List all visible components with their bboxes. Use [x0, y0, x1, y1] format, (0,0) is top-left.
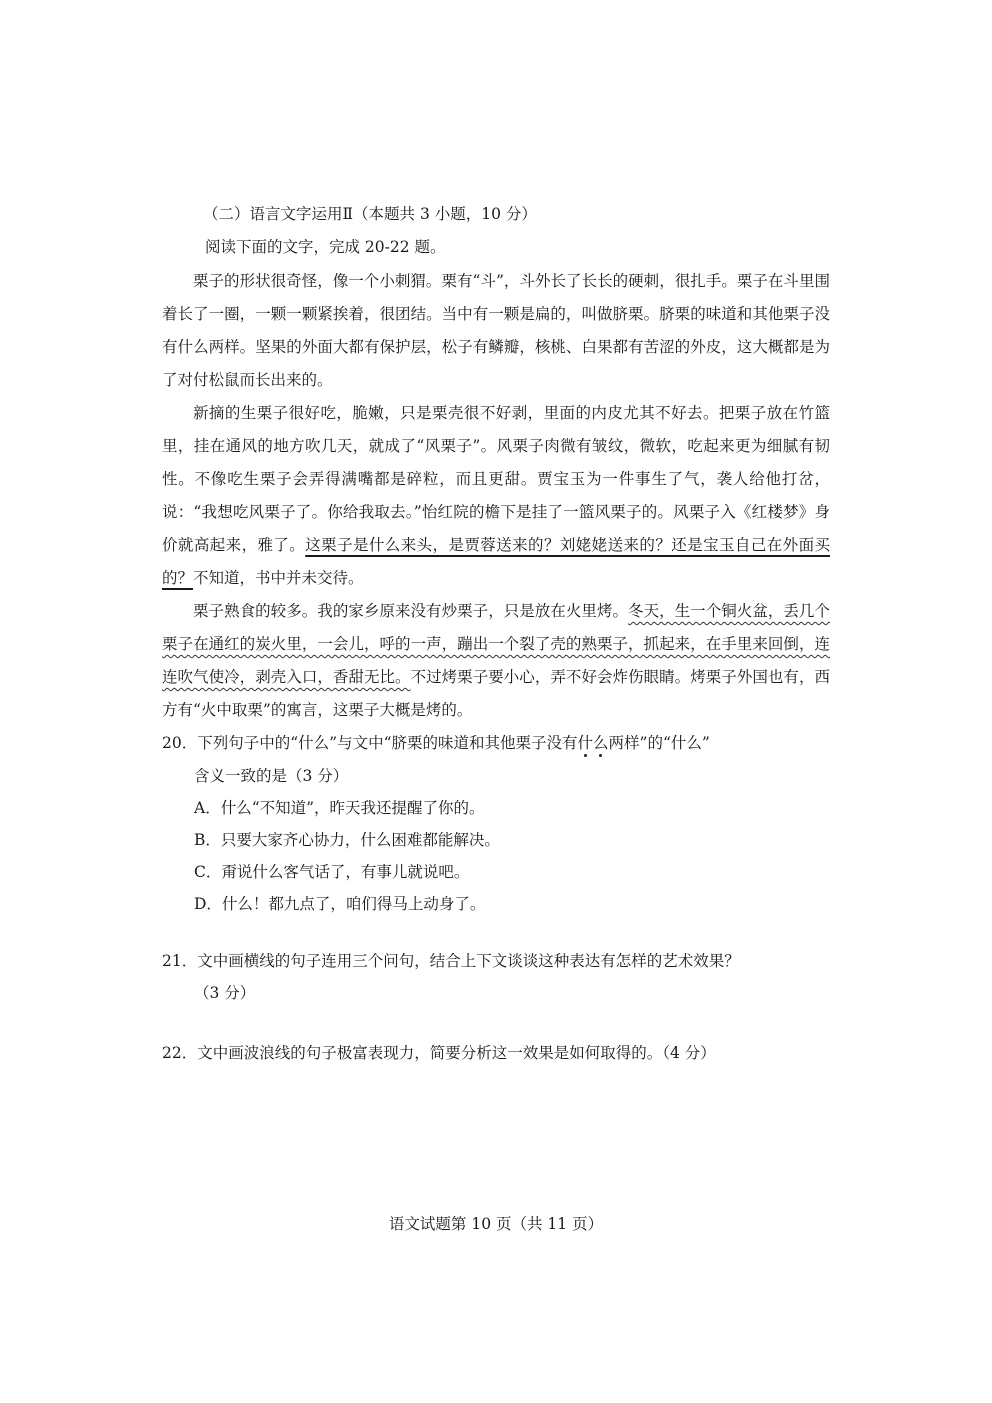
paragraph-2-tail: 不知道，书中并未交待。 — [193, 569, 364, 587]
paragraph-3-tail: 不过烤栗子要小心，弄不好会炸伤眼睛。烤栗子外国也有，西方有“火中取栗”的寓言，这栗子大概是烤的。 — [162, 668, 830, 719]
question-20-stem-line-2: 含义一致的是（3 分） — [194, 767, 349, 785]
reading-instruction: 阅读下面的文字，完成 20-22 题。 — [205, 238, 446, 256]
section-title: （二）语言文字运用Ⅱ（本题共 3 小题，10 分） — [203, 205, 537, 223]
option-c: C．甭说什么客气话了，有事儿就说吧。 — [194, 863, 470, 881]
q20-stem-start: 20．下列句子中的“什么”与文中“脐栗的味道和其他栗子没有 — [162, 734, 578, 752]
wavy-underlined-sentence: 冬天，生一个铜火盆，丢几个栗子在通红的炭火里，一会儿，呼的一声，蹦出一个裂了壳的熟栗子，抓起来，在手里来回倒，连连吹气使冷，剥壳入口，香甜无比。 — [162, 602, 830, 686]
emphasis-dot-char: 什 — [577, 734, 594, 752]
q20-stem-end: 两样”的“什么” — [608, 734, 710, 752]
paragraph-3-text: 栗子熟食的较多。我的家乡原来没有炒栗子，只是放在火里烤。 — [193, 602, 629, 620]
passage-paragraph-2 — [162, 397, 830, 595]
option-d: D．什么！都九点了，咱们得马上动身了。 — [194, 895, 486, 913]
passage-paragraph-1: 栗子的形状很奇怪，像一个小刺猬。栗有“斗”，斗外长了长长的硬刺，很扎手。栗子在斗里围着长了一圈，一颗一颗紧挨着，很团结。当中有一颗是扁的，叫做脐栗。脐栗的味道和其他栗子没有什么两样。坚果的外面大都有保护层，松子有鳞瓣，核桃、白果都有苦涩的外皮，这大概都是为了对付松鼠而长出来的。 — [162, 272, 830, 389]
question-21: 21．文中画横线的句子连用三个问句，结合上下文谈谈这种表达有怎样的艺术效果？ — [162, 952, 740, 970]
passage-paragraph-3 — [162, 595, 830, 727]
question-21-points: （3 分） — [194, 984, 256, 1002]
paragraph-2-text: 新摘的生栗子很好吃，脆嫩，只是栗壳很不好剥，里面的内皮尤其不好去。把栗子放在竹篮里，挂在通风的地方吹几天，就成了“风栗子”。风栗子肉微有皱纹，微软，吃起来更为细腻有韧性。不像吃生栗子会弄得满嘴都是碎粒，而且更甜。贾宝玉为一件事生了气，袭人给他打岔，说：“我想吃风栗子了。你给我取去。”怡红院的檐下是挂了一篮风栗子的。风栗子入《红楼梦》身价就高起来，雅了。 — [162, 404, 830, 554]
option-b: B．只要大家齐心协力，什么困难都能解决。 — [194, 831, 500, 849]
option-a: A．什么“不知道”，昨天我还提醒了你的。 — [194, 799, 485, 817]
question-22: 22．文中画波浪线的句子极富表现力，简要分析这一效果是如何取得的。（4 分） — [162, 1044, 716, 1062]
emphasis-dot-char: 么 — [593, 734, 609, 752]
page-footer: 语文试题第 10 页（共 11 页） — [388, 1215, 604, 1233]
underlined-questions: 这栗子是什么来头，是贾蓉送来的？刘姥姥送来的？还是宝玉自己在外面买的？ — [162, 536, 830, 587]
question-20-stem — [162, 732, 710, 754]
